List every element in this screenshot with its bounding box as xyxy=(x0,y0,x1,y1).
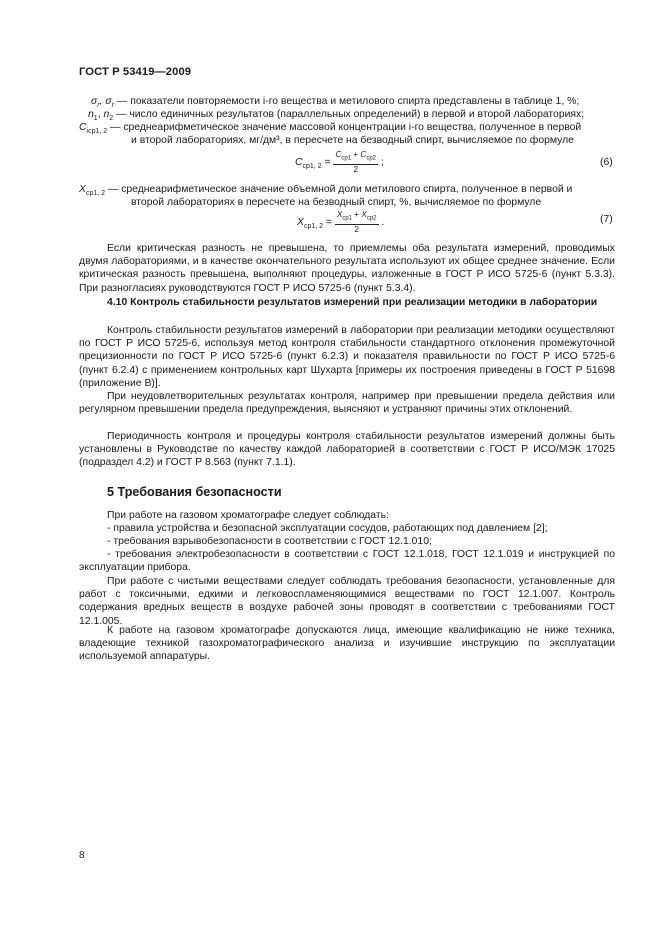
bullet-explosion-safety: - требования взрывобезопасности в соответствии с ГОСТ 12.1.010; xyxy=(107,536,432,547)
page-number: 8 xyxy=(79,850,85,861)
bullet-pressure-vessels: - правила устройства и безопасной эксплуатации сосудов, работающих под давлением [2]; xyxy=(107,523,548,534)
paragraph-personnel: К работе на газовом хроматографе допускаются лица, имеющие квалификацию не ниже техника, владеющие техникой газохроматографического анализа и изучившие инструкцию по эксплуатации используемой аппаратуры. xyxy=(79,625,615,663)
definition-x: $X_{ср1, 2}$ — среднеарифметическое значение объемной доли метилового спирта, полученное в первой и xyxy=(79,184,573,198)
equation-6-number: (6) xyxy=(600,157,613,168)
definition-n-text: число единичных результатов (параллельных определений) в первой и второй лабораториях; xyxy=(129,109,585,120)
equation-7: $X_{ср1, 2}$ = $\frac{X_{ср1} + X_{ср2}}{2}$ . xyxy=(297,210,385,234)
equation-7-number: (7) xyxy=(600,214,613,225)
paragraph-unsatisfactory: При неудовлетворительных результатах контроля, например при превышении предела действия или регулярном превышении предела предупреждения, выясняют и устраняют причины этих отклонений. xyxy=(79,391,615,416)
section-5-heading: 5 Требования безопасности xyxy=(107,485,282,499)
equation-6-fraction: $\frac{C_{ср1} + C_{ср2}}{2}$ xyxy=(335,150,376,174)
paragraph-pure-substances: При работе с чистыми веществами следует соблюдать требования безопасности, установленные для работ с токсичными, едкими и легковоспламеняющимися веществами по ГОСТ 12.1.007. Контроль содержания вредных веществ в воздухе рабочей зоны проводят в соответствии с требованиями ГОСТ 12.1.005. xyxy=(79,576,615,627)
bullet-electrical-safety: - требования электробезопасности в соответствии с ГОСТ 12.1.018, ГОСТ 12.1.019 и инструкцией по эксплуатации прибора. xyxy=(79,549,615,574)
document-header: ГОСТ Р 53419—2009 xyxy=(79,66,192,78)
paragraph-stability-control: Контроль стабильности результатов измерений в лаборатории при реализации методики осуществляют по ГОСТ Р ИСО 5725-6, используя метод контроля стабильности стандартного отклонения промежуточной прецизионности по ГОСТ Р ИСО 5725-6 (пункт 6.2.3) и показателя правильности по ГОСТ Р ИСО 5725-6 (пункт 6.2.4) с применением контрольных карт Шухарта [примеры их построения приведены в ГОСТ Р 51698 (приложение В)]. xyxy=(79,325,615,389)
equation-7-fraction: $\frac{X_{ср1} + X_{ср2}}{2}$ xyxy=(336,210,377,234)
equation-6: $C_{ср1, 2}$ = $\frac{C_{ср1} + C_{ср2}}{2}$ ; xyxy=(295,150,384,174)
definition-c-text: среднеарифметическое значение массовой концентрации i-го вещества, полученное в первой xyxy=(123,122,582,133)
definition-n: $n_1$, $n_2$ — число единичных результатов (параллельных определений) в первой и второй лабораториях; xyxy=(88,109,585,123)
paragraph-critical-difference: Если критическая разность не превышена, то приемлемы оба результата измерений, проводимых двумя лабораториями, и в качестве окончательного результата используют их общее среднее значение. Если критическая разность превышена, выполняют процедуры, изложенные в ГОСТ Р ИСО 5725-6 (пункт 5.3.3). При разногласиях руководствуются ГОСТ Р ИСО 5725-6 (пункт 5.3.4). xyxy=(79,243,615,294)
definition-x-text: среднеарифметическое значение объемной доли метилового спирта, полученное в первой и xyxy=(121,184,573,195)
definition-c: $C_{iср1, 2}$ — среднеарифметическое значение массовой концентрации i-го вещества, полученное в первой xyxy=(79,122,582,136)
definition-sigma: $\sigma_r$, $\sigma_r$ — показатели повторяемости i-го вещества и метилового спирта представлены в таблице 1, %; xyxy=(91,96,580,110)
paragraph-safety-intro: При работе на газовом хроматографе следует соблюдать: xyxy=(107,510,389,521)
definition-c-cont: и второй лабораториях, мг/дм³, в пересчете на безводный спирт, вычисляемое по формуле xyxy=(131,135,574,146)
section-4-10-heading: 4.10 Контроль стабильности результатов измерений при реализации методики в лаборатории xyxy=(107,297,598,308)
definition-sigma-text: показатели повторяемости i-го вещества и метилового спирта представлены в таблице 1, %; xyxy=(130,96,580,107)
paragraph-periodicity: Периодичность контроля и процедуры контроля стабильности результатов измерений должны быть установлены в Руководстве по качеству каждой лабораторией в соответствии с ГОСТ Р ИСО/МЭК 17025 (подраздел 4.2) и ГОСТ Р 8.563 (пункт 7.1.1). xyxy=(79,431,615,469)
definition-x-cont: второй лабораториях в пересчете на безводный спирт, %, вычисляемое по формуле xyxy=(131,197,542,208)
